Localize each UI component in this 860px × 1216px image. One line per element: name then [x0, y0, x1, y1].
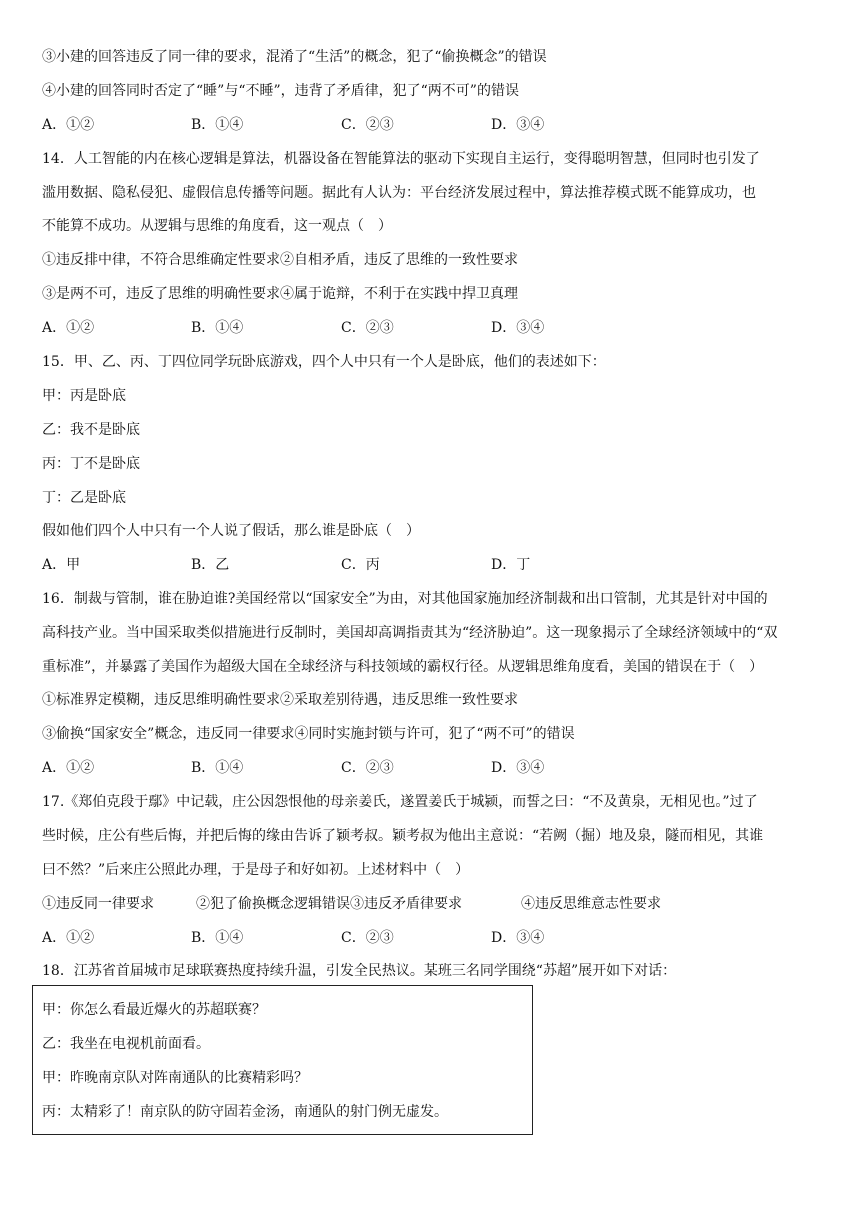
option-c: C．②③ [341, 320, 394, 336]
option-b: B．①④ [191, 760, 244, 776]
option-c: C．②③ [341, 930, 394, 946]
option-d: D．丁 [491, 557, 531, 573]
option-a: A．①② [42, 930, 95, 946]
option-d: D．③④ [491, 760, 545, 776]
option-a: A．①② [42, 117, 95, 133]
q15-options [42, 555, 832, 575]
option-a: A．①② [42, 320, 95, 336]
q15-statement-yi: 乙：我不是卧底 [42, 422, 140, 438]
option-b: B．①④ [191, 117, 244, 133]
option-c: C．②③ [341, 760, 394, 776]
q15-statement-bing: 丙：丁不是卧底 [42, 456, 140, 472]
q15-statement-jia: 甲：丙是卧底 [42, 388, 126, 404]
q17-stem-line-1: 17.《郑伯克段于鄢》中记载，庄公因怨恨他的母亲姜氏，遂置姜氏于城颍，而誓之曰：“不及黄泉，无相见也。”过了 [42, 794, 758, 810]
q15-stem: 15．甲、乙、丙、丁四位同学玩卧底游戏，四个人中只有一个人是卧底，他们的表述如下： [42, 354, 606, 370]
q16-stem-line-1: 16．制裁与管制，谁在胁迫谁?美国经常以“国家安全”为由，对其他国家施加经济制裁和出口管制，尤其是针对中国的 [42, 591, 768, 607]
q17-stem-line-2: 些时候，庄公有些后悔，并把后悔的缘由告诉了颖考叔。颖考叔为他出主意说：“若阙（掘）地及泉，隧而相见，其谁 [42, 828, 764, 844]
q14-statements-line-1: ①违反排中律，不符合思维确定性要求②自相矛盾，违反了思维的一致性要求 [42, 252, 518, 268]
option-c: C．②③ [341, 117, 394, 133]
q14-stem-line-3: 不能算不成功。从逻辑与思维的角度看，这一观点（ ） [42, 218, 392, 234]
q18-stem: 18．江苏省首届城市足球联赛热度持续升温，引发全民热议。某班三名同学围绕“苏超”展开如下对话： [42, 963, 677, 979]
q16-options [42, 758, 832, 778]
q18-dialogue-box [32, 985, 533, 1135]
q17-statement-3: ③违反矛盾律要求 [350, 896, 462, 912]
q16-stem-line-2: 高科技产业。当中国采取类似措施进行反制时，美国却高调指责其为“经济胁迫”。这一现象揭示了全球经济领域中的“双 [42, 625, 778, 641]
q14-stem-line-1: 14．人工智能的内在核心逻辑是算法，机器设备在智能算法的驱动下实现自主运行，变得聪明智慧，但同时也引发了 [42, 151, 760, 167]
option-d: D．③④ [491, 117, 545, 133]
option-b: B．乙 [191, 557, 230, 573]
q16-statements-line-2: ③偷换“国家安全”概念，违反同一律要求④同时实施封锁与许可，犯了“两不可”的错误 [42, 726, 575, 742]
option-b: B．①④ [191, 320, 244, 336]
q18-dialogue-line-3: 甲：昨晚南京队对阵南通队的比赛精彩吗？ [42, 1070, 308, 1086]
q18-dialogue-line-4: 丙：太精彩了！南京队的防守固若金汤，南通队的射门例无虚发。 [42, 1104, 448, 1120]
option-a: A．甲 [42, 557, 81, 573]
q17-statement-2: ②犯了偷换概念逻辑错误 [196, 896, 350, 912]
option-d: D．③④ [491, 320, 545, 336]
option-c: C．丙 [341, 557, 380, 573]
q17-statement-1: ①违反同一律要求 [42, 896, 154, 912]
q14-options [42, 318, 832, 338]
prev-statement-4: ④小建的回答同时否定了“睡”与“不睡”，违背了矛盾律，犯了“两不可”的错误 [42, 83, 519, 99]
prev-options [42, 115, 832, 135]
option-b: B．①④ [191, 930, 244, 946]
option-d: D．③④ [491, 930, 545, 946]
q14-stem-line-2: 滥用数据、隐私侵犯、虚假信息传播等问题。据此有人认为：平台经济发展过程中，算法推荐模式既不能算成功，也 [42, 185, 756, 201]
q15-question: 假如他们四个人中只有一个人说了假话，那么谁是卧底（ ） [42, 523, 420, 539]
q17-stem-line-3: 曰不然？”后来庄公照此办理，于是母子和好如初。上述材料中（ ） [42, 862, 470, 878]
q16-stem-line-3: 重标准”，并暴露了美国作为超级大国在全球经济与科技领域的霸权行径。从逻辑思维角度看，美国的错误在于（ ） [42, 659, 764, 675]
q18-dialogue-line-2: 乙：我坐在电视机前面看。 [42, 1036, 210, 1052]
q17-statement-4: ④违反思维意志性要求 [521, 896, 661, 912]
q16-statements-line-1: ①标准界定模糊，违反思维明确性要求②采取差别待遇，违反思维一致性要求 [42, 692, 518, 708]
q17-options [42, 928, 832, 948]
q15-statement-ding: 丁：乙是卧底 [42, 490, 126, 506]
q17-statements [42, 894, 832, 914]
q18-dialogue-line-1: 甲：你怎么看最近爆火的苏超联赛？ [42, 1002, 266, 1018]
option-a: A．①② [42, 760, 95, 776]
prev-statement-3: ③小建的回答违反了同一律的要求，混淆了“生活”的概念，犯了“偷换概念”的错误 [42, 49, 547, 65]
q14-statements-line-2: ③是两不可，违反了思维的明确性要求④属于诡辩，不利于在实践中捍卫真理 [42, 286, 518, 302]
